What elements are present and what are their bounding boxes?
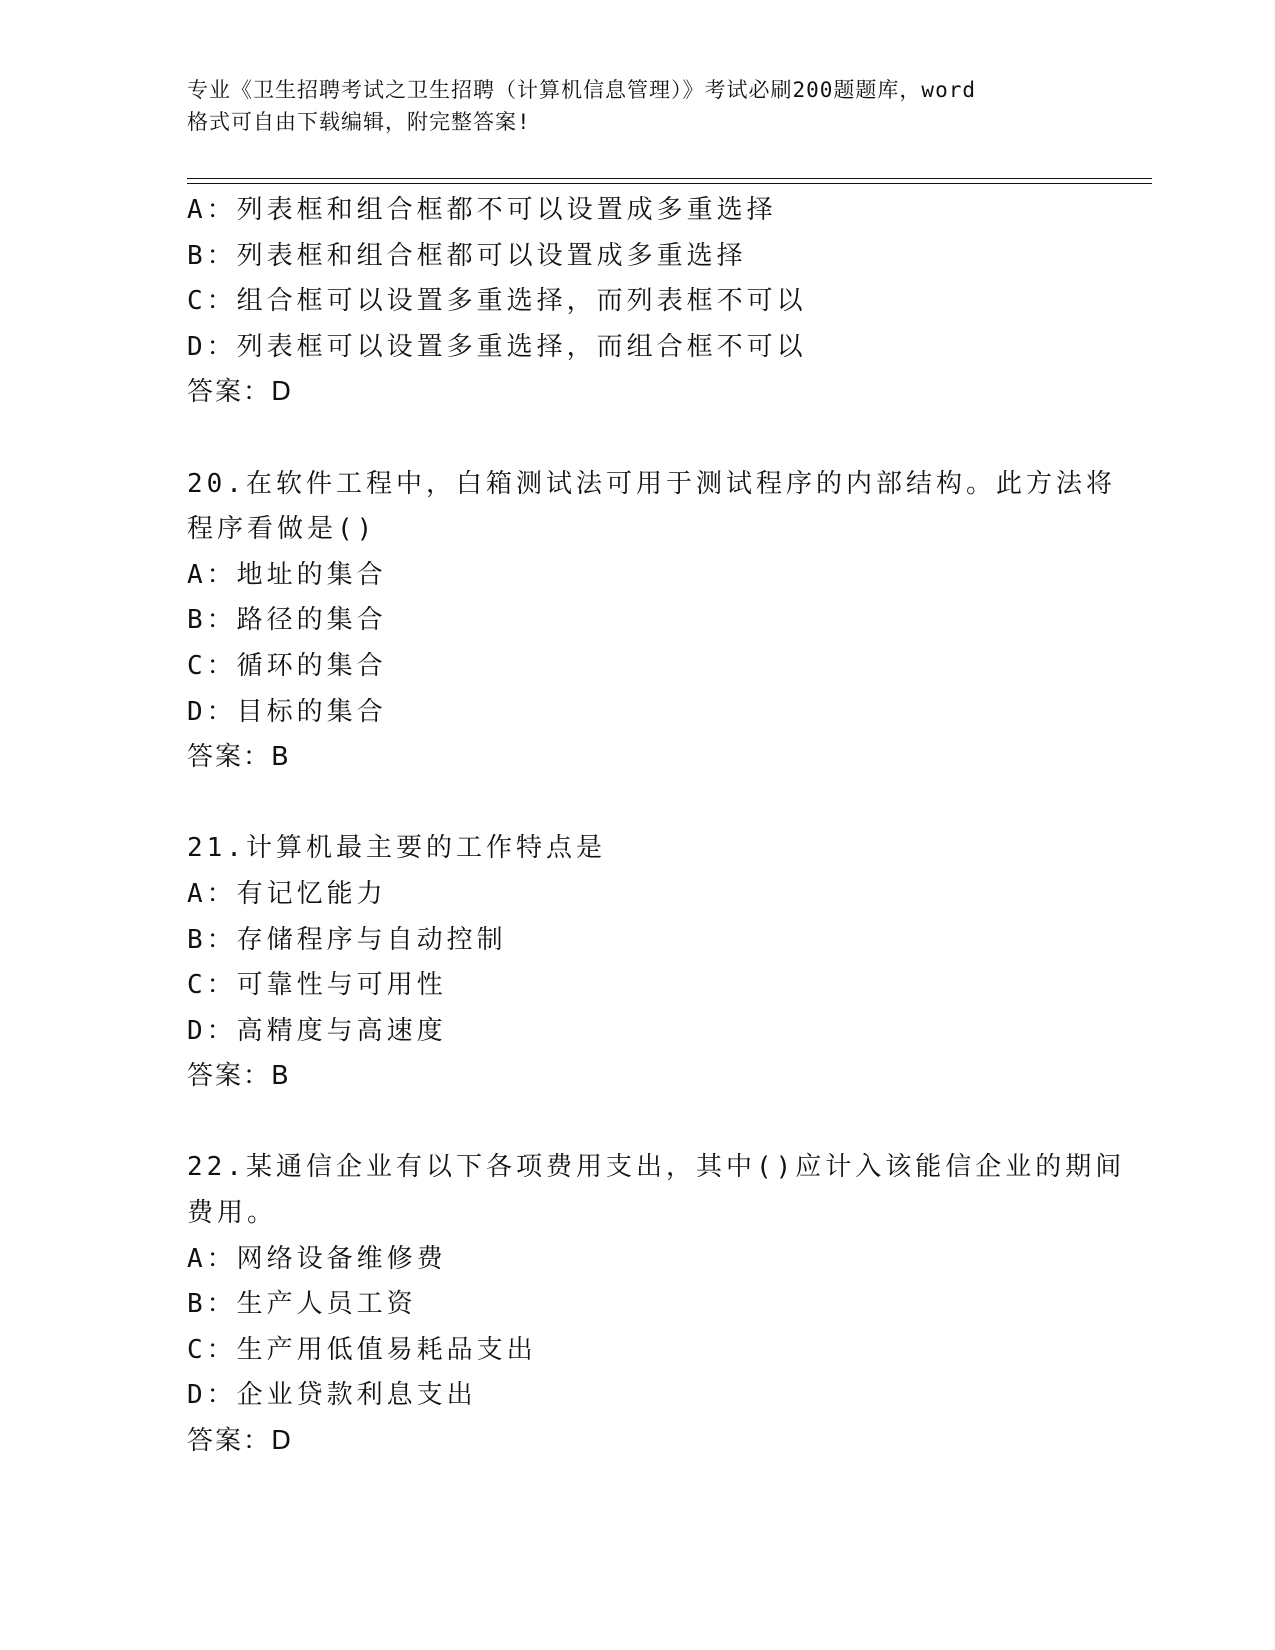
spacer [187,781,1087,827]
option-b: B：列表框和组合框都可以设置成多重选择 [187,240,747,271]
option-a: A：地址的集合 [187,559,387,590]
question-20 [187,462,1116,781]
spacer [187,416,1087,462]
option-c: C：可靠性与可用性 [187,970,447,1001]
question-stem-continued: 程序看做是() [187,514,377,545]
question-stem-continued: 费用。 [187,1198,278,1229]
option-d: D：列表框可以设置多重选择，而组合框不可以 [187,331,807,362]
answer: 答案：D [187,1426,294,1457]
spacer [187,1100,1087,1146]
header-divider-bottom [187,183,1152,184]
answer: 答案：D [187,377,294,408]
option-d: D：目标的集合 [187,696,387,727]
option-d: D：企业贷款利息支出 [187,1380,477,1411]
answer: 答案：B [187,742,291,773]
question-19 [187,188,1087,416]
question-stem: 20.在软件工程中，白箱测试法可用于测试程序的内部结构。此方法将 [187,468,1116,499]
question-22 [187,1145,1126,1464]
option-a: A：网络设备维修费 [187,1243,447,1274]
question-stem: 21.计算机最主要的工作特点是 [187,833,606,864]
option-a: A：有记忆能力 [187,878,387,909]
option-c: C：循环的集合 [187,650,387,681]
option-a: A：列表框和组合框都不可以设置成多重选择 [187,195,777,225]
header-line-1: 专业《卫生招聘考试之卫生招聘（计算机信息管理）》考试必刷200题题库，word [187,78,976,102]
header-divider-top [187,178,1152,179]
question-21 [187,826,1087,1100]
question-stem: 22.某通信企业有以下各项费用支出，其中()应计入该能信企业的期间 [187,1152,1126,1183]
document-header [187,74,1087,138]
option-d: D：高精度与高速度 [187,1015,447,1046]
answer: 答案：B [187,1061,291,1092]
option-b: B：存储程序与自动控制 [187,924,507,955]
option-c: C：组合框可以设置多重选择，而列表框不可以 [187,286,807,317]
option-b: B：路径的集合 [187,605,387,636]
question-list [187,188,1126,1465]
header-line-2: 格式可自由下载编辑，附完整答案! [187,110,531,134]
option-c: C：生产用低值易耗品支出 [187,1334,537,1365]
option-b: B：生产人员工资 [187,1289,417,1320]
